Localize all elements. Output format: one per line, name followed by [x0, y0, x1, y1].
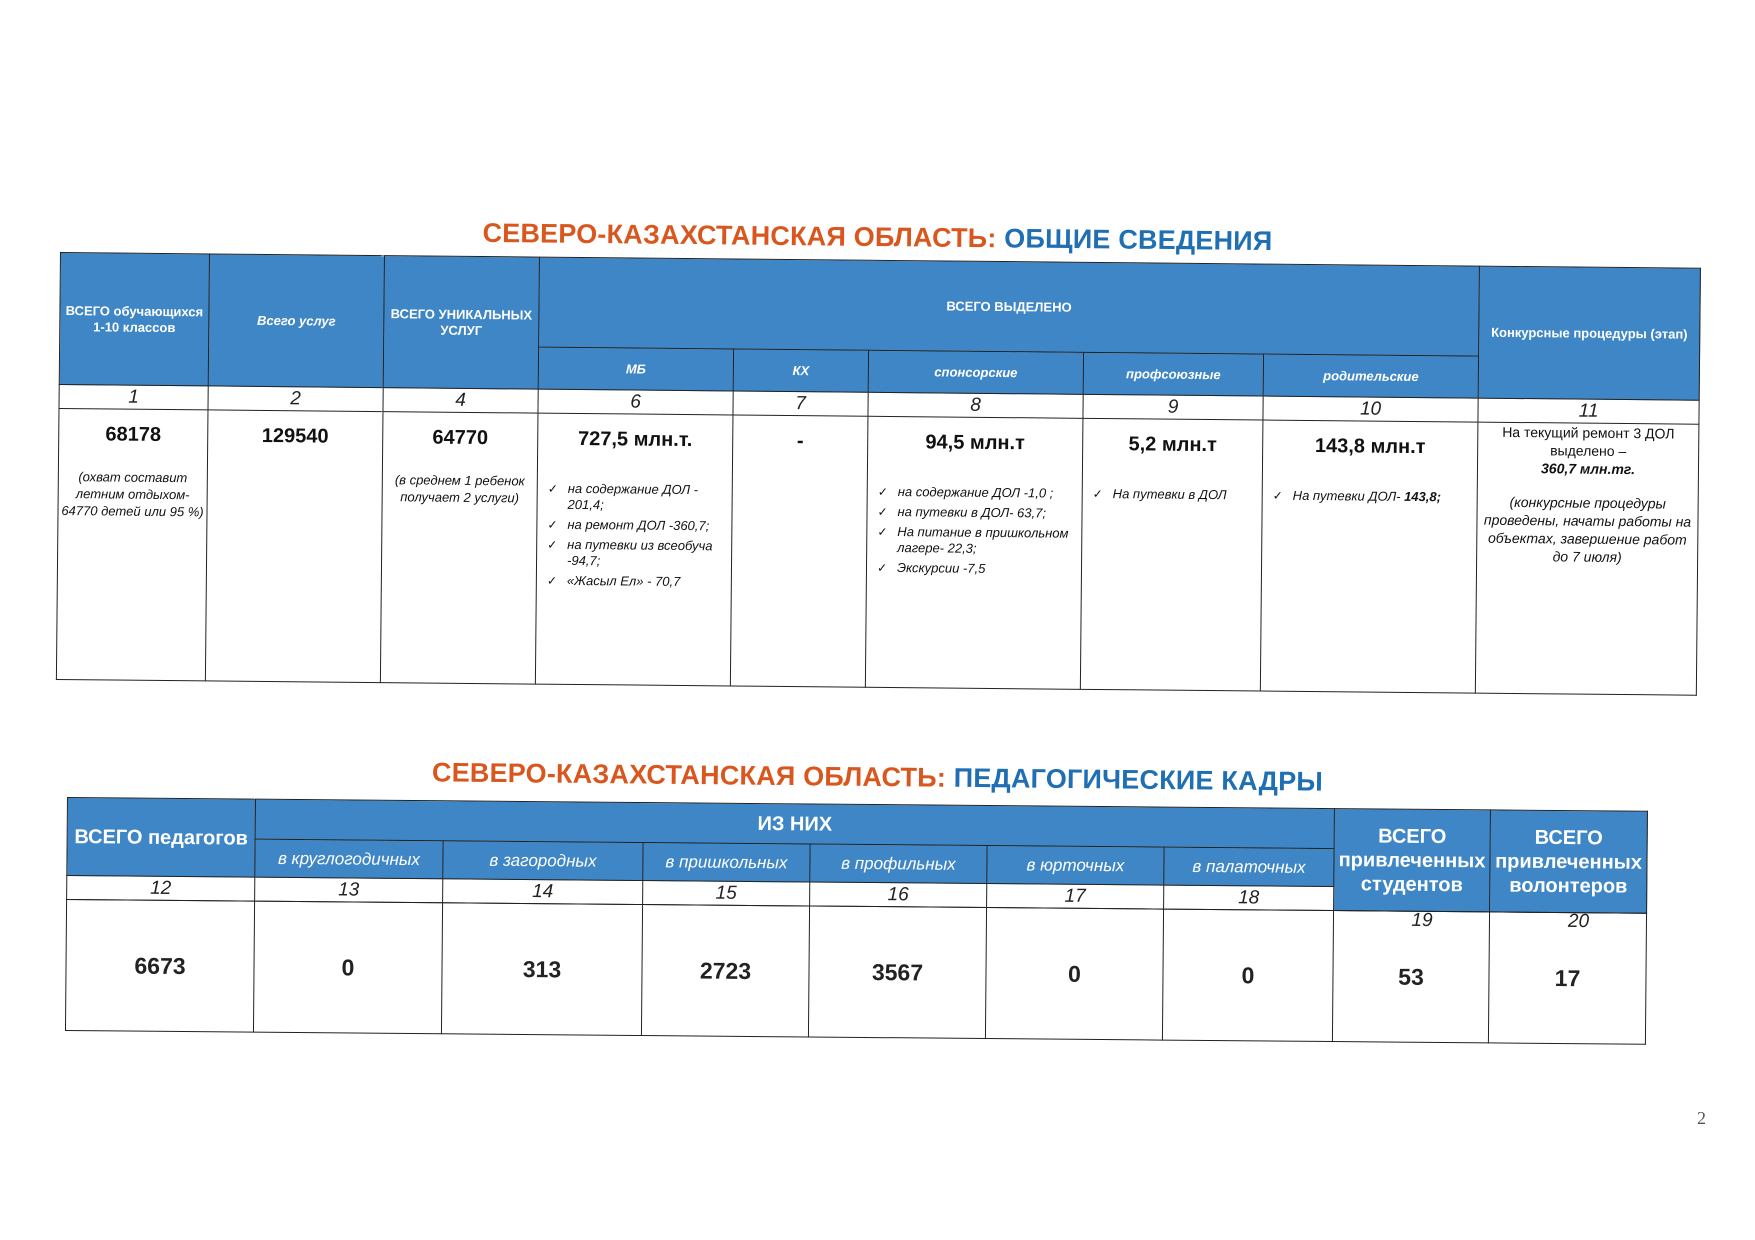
cell-mb: [535, 413, 733, 686]
tender-line2: 360,7 млн.тг.: [1540, 460, 1636, 478]
header-volunteers-total: ВСЕГО привлеченных волонтеров: [1490, 810, 1648, 913]
section2-title-region: СЕВЕРО-КАЗАХСТАНСКАЯ ОБЛАСТЬ:: [431, 757, 947, 793]
check-icon: ✓: [877, 484, 888, 499]
sponsor-value: 94,5 млн.т: [925, 431, 1026, 455]
list-item: ✓ На путевки ДОЛ- 143,8;: [1272, 487, 1442, 505]
col-number: 18: [1164, 885, 1334, 910]
header-yurt: в юрточных: [987, 846, 1164, 886]
list-item: ✓ Экскурсии -7,5: [876, 560, 986, 576]
header-suburban: в загородных: [443, 841, 643, 881]
col-number: 2: [208, 386, 383, 412]
header-students-total: ВСЕГО привлеченных студентов: [1334, 809, 1491, 912]
header-teachers: ВСЕГО педагогов: [67, 798, 256, 878]
check-icon: ✓: [876, 560, 888, 575]
header-allocated: ВСЕГО ВЫДЕЛЕНО: [539, 257, 1480, 356]
header-kh: КХ: [733, 349, 868, 392]
general-info-table: [56, 252, 1701, 696]
col-number: 11: [1478, 398, 1699, 424]
header-services: Всего услуг: [208, 254, 384, 388]
value-year-round: 0: [253, 901, 442, 1034]
parent-list: [1263, 488, 1477, 506]
page-number: 2: [1697, 1108, 1706, 1128]
header-tent: в палаточных: [1164, 847, 1334, 886]
value-volunteers: 17: [1488, 912, 1646, 1044]
list-item: ✓ на ремонт ДОЛ -360,7;: [547, 516, 710, 534]
value-teachers: 6673: [65, 900, 254, 1033]
value-students: 53: [1332, 911, 1489, 1043]
kh-value: -: [796, 430, 804, 453]
check-icon: ✓: [877, 524, 888, 539]
col-number: 20: [1567, 910, 1590, 933]
header-of-them: ИЗ НИХ: [255, 799, 1334, 848]
col-number: 12: [67, 876, 255, 902]
section1-title-region: СЕВЕРО-КАЗАХСТАНСКАЯ ОБЛАСТЬ:: [482, 217, 997, 254]
col-number: 9: [1083, 394, 1263, 420]
students-note: (охват составит летним отдыхом- 64770 детей или 95 %): [61, 469, 204, 520]
list-item: ✓ «Жасыл Ел» - 70,7: [546, 572, 681, 589]
header-tender: Конкурсные процедуры (этап): [1478, 266, 1700, 400]
col-number: 6: [538, 389, 733, 415]
section2-title: [0, 753, 1755, 802]
col-number: 14: [443, 879, 643, 905]
sponsor-list: [867, 484, 1082, 578]
list-item: ✓ На путевки в ДОЛ: [1092, 486, 1227, 503]
unique-value: 64770: [432, 426, 489, 450]
cell-services: [205, 410, 383, 683]
col-number: 17: [987, 884, 1164, 910]
section1-title-sub: ОБЩИЕ СВЕДЕНИЯ: [1004, 223, 1273, 257]
header-parent: родительские: [1263, 354, 1478, 398]
value-suburban: 313: [441, 903, 642, 1036]
union-list: [1083, 486, 1262, 504]
unique-note: (в среднем 1 ребенок получает 2 услуги): [394, 472, 525, 506]
value-yurt: 0: [985, 908, 1163, 1041]
mb-value: 727,5 млн.т.: [577, 427, 693, 452]
parent-value: 143,8 млн.т: [1314, 435, 1426, 459]
header-sponsor: спонсорские: [868, 350, 1083, 394]
students-value: 68178: [105, 423, 162, 446]
section2-title-sub: ПЕДАГОГИЧЕСКИЕ КАДРЫ: [953, 762, 1324, 797]
value-tent: 0: [1162, 909, 1333, 1041]
header-students: ВСЕГО обучающихся 1-10 классов: [59, 253, 209, 386]
tender-line1: На текущий ремонт 3 ДОЛ выделено –: [1502, 423, 1675, 460]
check-icon: ✓: [547, 517, 558, 532]
col-number: 15: [643, 881, 810, 906]
check-icon: ✓: [877, 504, 888, 519]
col-number: 19: [1411, 909, 1433, 932]
union-value: 5,2 млн.т: [1128, 433, 1217, 457]
header-profile: в профильных: [810, 844, 987, 884]
services-value: 129540: [261, 424, 329, 448]
col-number: 10: [1263, 396, 1478, 422]
header-unique-services: ВСЕГО УНИКАЛЬНЫХ УСЛУГ: [383, 256, 539, 389]
col-number: 4: [383, 388, 538, 413]
list-item: ✓ На питание в пришкольном лагере- 22,3;: [877, 524, 1069, 556]
list-item: ✓ на содержание ДОЛ - 201,4;: [547, 480, 699, 513]
cell-tender: [1475, 422, 1699, 695]
check-icon: ✓: [547, 481, 558, 496]
cell-unique: [380, 412, 538, 684]
col-number: 7: [733, 391, 868, 416]
header-school: в пришкольных: [643, 843, 810, 882]
col-number: 16: [810, 882, 987, 908]
check-icon: ✓: [1272, 488, 1283, 503]
list-item: ✓ на содержание ДОЛ -1,0 ;: [877, 484, 1054, 501]
cell-kh: [730, 415, 868, 687]
cell-union: [1080, 418, 1263, 691]
cell-parent: [1260, 420, 1478, 693]
mb-list: [537, 481, 732, 591]
cell-sponsor: [865, 416, 1083, 689]
list-item: ✓ на путевки из всеобуча -94,7;: [547, 536, 713, 569]
header-year-round: в круглогодичных: [255, 839, 443, 879]
list-item: ✓ на путевки в ДОЛ- 63,7;: [877, 504, 1047, 521]
col-number: 8: [868, 392, 1083, 418]
header-mb: МБ: [538, 347, 733, 391]
col-number: 13: [255, 877, 443, 903]
cell-students: [56, 408, 208, 680]
check-icon: ✓: [546, 573, 557, 588]
check-icon: ✓: [547, 537, 558, 552]
header-union: профсоюзные: [1083, 352, 1263, 396]
tender-note: (конкурсные процедуры проведены, начаты работы на объектах, завершение работ до 7 июля): [1483, 493, 1692, 566]
check-icon: ✓: [1092, 486, 1103, 502]
tender-text: [1477, 423, 1698, 567]
col-number: 1: [59, 384, 208, 409]
value-profile: 3567: [808, 906, 986, 1039]
value-school: 2723: [641, 905, 809, 1037]
